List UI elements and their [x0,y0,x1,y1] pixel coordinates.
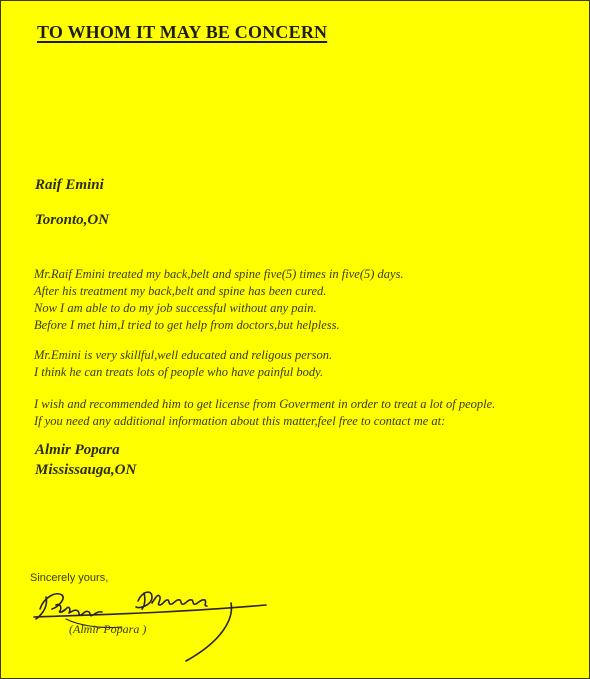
paragraph-2-line-1: Mr.Emini is very skillful,well educated and religous person. [34,348,333,362]
letter-title: TO WHOM IT MAY BE CONCERN [37,22,328,42]
recipient-name: Raif Emini [35,177,104,193]
sender-name: Almir Popara [35,442,120,458]
printed-signature-name: (Almir Popara ) [69,622,147,636]
paragraph-2-line-2: I think he can treats lots of people who have painful body. [34,365,324,379]
recipient-city: Toronto,ON [35,212,110,228]
handwritten-signature [26,579,276,669]
closing-salutation: Sincerely yours, [30,572,109,584]
paragraph-3-line-1: I wish and recommended him to get license from Goverment in order to treat a lot of people. [34,397,496,411]
paragraph-1-line-4: Before I met him,I tried to get help from doctors,but helpless. [34,318,340,332]
paragraph-1-line-2: After his treatment my back,belt and spine has been cured. [34,284,327,298]
paragraph-1-line-3: Now I am able to do my job successful without any pain. [34,301,317,315]
sender-city: Mississauga,ON [35,462,137,478]
paragraph-3-line-2: If you need any additional information about this matter,feel free to contact me at: [34,414,446,428]
paragraph-1-line-1: Mr.Raif Emini treated my back,belt and spine five(5) times in five(5) days. [34,267,404,281]
